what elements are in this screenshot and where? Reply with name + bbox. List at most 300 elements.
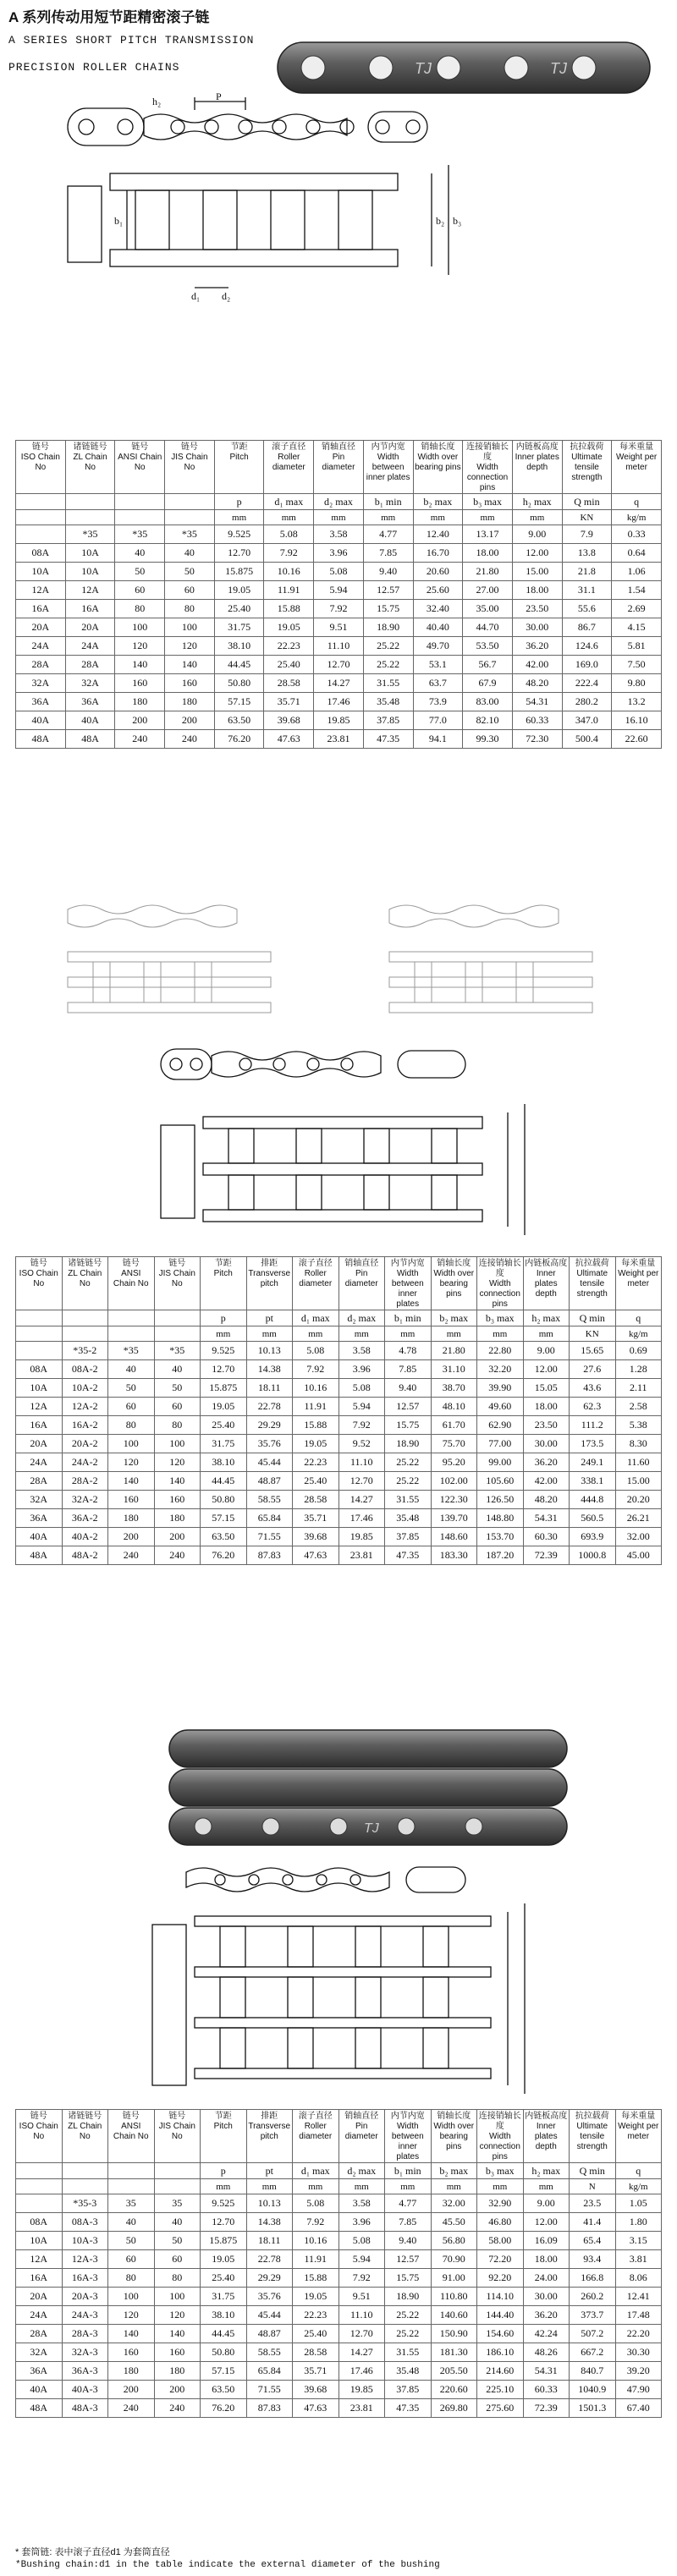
- table-cell: 35.48: [385, 2362, 432, 2381]
- table-cell: 76.20: [201, 1546, 247, 1565]
- table-cell: 180: [154, 1509, 201, 1528]
- table-cell: 32A: [65, 674, 115, 693]
- table-cell: *35: [115, 525, 165, 544]
- table-cell: 7.9: [562, 525, 612, 544]
- table-cell: 67.9: [463, 674, 513, 693]
- table-cell: 50.80: [214, 674, 264, 693]
- col-header: 链号 ANSI Chain No: [108, 2110, 155, 2163]
- table-cell: 16A: [16, 600, 66, 618]
- table-cell: 12.41: [615, 2288, 662, 2306]
- table-cell: 32.40: [413, 600, 463, 618]
- table-cell: 57.15: [201, 2362, 247, 2381]
- table-row: [16, 674, 662, 693]
- table-cell: 1040.9: [570, 2381, 616, 2399]
- table-cell: 3.96: [314, 544, 364, 563]
- table-cell: 94.1: [413, 730, 463, 749]
- table-cell: 240: [108, 1546, 155, 1565]
- table-cell: 14.38: [246, 1360, 293, 1379]
- table-cell: 160: [108, 1491, 155, 1509]
- table-row: [16, 2232, 662, 2250]
- table-cell: 37.85: [363, 711, 413, 730]
- table-cell: 87.83: [246, 2399, 293, 2418]
- table-cell: 56.80: [431, 2232, 477, 2250]
- table-cell: 31.1: [562, 581, 612, 600]
- table-cell: 40A-3: [62, 2381, 108, 2399]
- table-cell: 23.81: [338, 2399, 385, 2418]
- table-cell: *35-2: [62, 1342, 108, 1360]
- table-cell: 22.60: [612, 730, 662, 749]
- table-cell: 47.63: [264, 730, 314, 749]
- table-cell: 19.05: [201, 1398, 247, 1416]
- table-cell: 24A-2: [62, 1453, 108, 1472]
- table-cell: 3.58: [338, 1342, 385, 1360]
- table-cell: 5.08: [293, 2194, 339, 2213]
- table-cell: 21.80: [463, 563, 513, 581]
- table-cell: 140: [165, 656, 215, 674]
- table-cell: 56.7: [463, 656, 513, 674]
- table-cell: 35: [108, 2194, 155, 2213]
- table-cell: 28A-3: [62, 2325, 108, 2343]
- table-cell: 40A: [65, 711, 115, 730]
- table-cell: 150.90: [431, 2325, 477, 2343]
- table-cell: 25.40: [201, 2269, 247, 2288]
- table-cell: 42.24: [523, 2325, 570, 2343]
- table-cell: 4.15: [612, 618, 662, 637]
- table-cell: 80: [108, 1416, 155, 1435]
- table-cell: 160: [165, 674, 215, 693]
- col-header: 连接销轴长度 Width connection pins: [463, 441, 513, 494]
- table-cell: 18.90: [385, 2288, 432, 2306]
- col-header: 抗拉载荷 Ultimate tensile strength: [562, 441, 612, 494]
- table-cell: 25.22: [385, 2306, 432, 2325]
- table-cell: 44.70: [463, 618, 513, 637]
- table-cell: 18.00: [523, 2250, 570, 2269]
- table-cell: 15.875: [201, 1379, 247, 1398]
- table-cell: 20A: [65, 618, 115, 637]
- single-chain-spec-table: [15, 440, 662, 749]
- col-header: 销轴直径 Pin diameter: [314, 441, 364, 494]
- table-cell: 15.88: [293, 2269, 339, 2288]
- col-header: 抗拉载荷 Ultimate tensile strength: [570, 1257, 616, 1310]
- label-d2: d₂: [222, 290, 231, 302]
- table-cell: 120: [108, 2306, 155, 2325]
- table-cell: 180: [115, 693, 165, 711]
- table-cell: 25.22: [385, 2325, 432, 2343]
- table-cell: 47.35: [363, 730, 413, 749]
- table-row: [16, 2381, 662, 2399]
- table-cell: *35: [154, 1342, 201, 1360]
- page-subtitle-line-1: A SERIES SHORT PITCH TRANSMISSION: [8, 34, 255, 47]
- table-cell: 31.55: [385, 2343, 432, 2362]
- table-cell: 8.30: [615, 1435, 662, 1453]
- table-cell: 22.23: [293, 2306, 339, 2325]
- table-cell: 160: [154, 1491, 201, 1509]
- table-cell: 180: [165, 693, 215, 711]
- table-cell: 23.81: [338, 1546, 385, 1565]
- table-cell: 15.875: [214, 563, 264, 581]
- page-title: A 系列传动用短节距精密滚子链: [8, 9, 210, 25]
- table-cell: 444.8: [570, 1491, 616, 1509]
- symbol-row: p pt d₁ max d₂ max b₁ min b₂ max b₃ max h₂ max Q min q: [16, 2163, 662, 2179]
- table-row: [16, 525, 662, 544]
- table-cell: 28A: [16, 656, 66, 674]
- table-cell: 12.70: [201, 2213, 247, 2232]
- table-cell: 47.35: [385, 2399, 432, 2418]
- table-cell: 100: [154, 2288, 201, 2306]
- table-cell: 48A-3: [62, 2399, 108, 2418]
- table-cell: 44.45: [214, 656, 264, 674]
- table-cell: 16.10: [612, 711, 662, 730]
- table-cell: 40: [108, 2213, 155, 2232]
- table-cell: 10.16: [293, 1379, 339, 1398]
- table-row: [16, 1342, 662, 1360]
- table-cell: 21.80: [431, 1342, 477, 1360]
- table-cell: 46.80: [477, 2213, 524, 2232]
- table-row: [16, 2306, 662, 2325]
- table-cell: 200: [108, 2381, 155, 2399]
- table-cell: 160: [154, 2343, 201, 2362]
- table-cell: 10A-2: [62, 1379, 108, 1398]
- table-cell: 23.50: [512, 600, 562, 618]
- table-cell: 44.45: [201, 2325, 247, 2343]
- table-cell: 19.85: [314, 711, 364, 730]
- table-cell: 214.60: [477, 2362, 524, 2381]
- table-cell: 11.60: [615, 1453, 662, 1472]
- table-cell: 5.08: [338, 1379, 385, 1398]
- table-cell: 12A: [65, 581, 115, 600]
- table-cell: 9.525: [201, 1342, 247, 1360]
- table-cell: 47.63: [293, 1546, 339, 1565]
- table-cell: 25.40: [214, 600, 264, 618]
- table-cell: 280.2: [562, 693, 612, 711]
- table-cell: 153.70: [477, 1528, 524, 1546]
- table-cell: 40.40: [413, 618, 463, 637]
- table-cell: 73.9: [413, 693, 463, 711]
- table-cell: 10.13: [246, 1342, 293, 1360]
- table-cell: 36A-2: [62, 1509, 108, 1528]
- table-cell: 25.22: [385, 1453, 432, 1472]
- table-cell: 180: [108, 1509, 155, 1528]
- table-cell: 3.81: [615, 2250, 662, 2269]
- table-cell: 35.71: [293, 1509, 339, 1528]
- table-cell: 48.20: [523, 1491, 570, 1509]
- table-cell: 12A-2: [62, 1398, 108, 1416]
- table-cell: [16, 525, 66, 544]
- double-chain-technical-drawing: [135, 1032, 643, 1252]
- table-cell: 15.65: [570, 1342, 616, 1360]
- table-cell: 160: [108, 2343, 155, 2362]
- table-cell: 14.38: [246, 2213, 293, 2232]
- table-cell: 240: [154, 2399, 201, 2418]
- table-cell: 28A: [16, 2325, 63, 2343]
- table-cell: *35: [65, 525, 115, 544]
- table-cell: 08A-3: [62, 2213, 108, 2232]
- table-cell: 36A: [16, 2362, 63, 2381]
- table-cell: 28.58: [293, 1491, 339, 1509]
- table-cell: 18.00: [512, 581, 562, 600]
- table-cell: 16A-3: [62, 2269, 108, 2288]
- table-cell: 48.20: [512, 674, 562, 693]
- table-row: [16, 2288, 662, 2306]
- table-cell: 37.85: [385, 1528, 432, 1546]
- table-cell: 32.00: [615, 1528, 662, 1546]
- table-cell: 28A: [16, 1472, 63, 1491]
- table-cell: 27.00: [463, 581, 513, 600]
- table-cell: 12.57: [385, 1398, 432, 1416]
- table-cell: 16A: [65, 600, 115, 618]
- table-cell: 24A: [16, 637, 66, 656]
- table-cell: 48A: [65, 730, 115, 749]
- table-cell: 29.29: [246, 1416, 293, 1435]
- table-cell: 25.60: [413, 581, 463, 600]
- table-cell: 24.00: [523, 2269, 570, 2288]
- table-cell: 0.33: [612, 525, 662, 544]
- table-cell: 16.09: [523, 2232, 570, 2250]
- table-cell: 100: [108, 1435, 155, 1453]
- table-cell: 48A: [16, 730, 66, 749]
- label-d1: d₁: [191, 290, 201, 302]
- table-cell: 25.40: [293, 1472, 339, 1491]
- table-cell: 36.20: [512, 637, 562, 656]
- col-header: 连接销轴长度 Width connection pins: [477, 1257, 524, 1310]
- table-cell: 47.63: [293, 2399, 339, 2418]
- double-chain-spec-table: [15, 1256, 662, 1565]
- table-cell: 10.13: [246, 2194, 293, 2213]
- table-cell: 240: [165, 730, 215, 749]
- table-cell: 16.70: [413, 544, 463, 563]
- table-cell: 187.20: [477, 1546, 524, 1565]
- table-cell: 7.85: [385, 2213, 432, 2232]
- table-row: [16, 693, 662, 711]
- table-cell: 12.70: [338, 1472, 385, 1491]
- table-cell: 50: [108, 1379, 155, 1398]
- table-cell: 9.40: [363, 563, 413, 581]
- table-cell: 1000.8: [570, 1546, 616, 1565]
- table-cell: 120: [154, 2306, 201, 2325]
- unit-row: mm mm mm mm mm mm mm mm N kg/m: [16, 2179, 662, 2194]
- table-cell: 15.875: [201, 2232, 247, 2250]
- table-cell: 140: [108, 2325, 155, 2343]
- table-cell: 5.81: [612, 637, 662, 656]
- table-cell: 24A: [16, 1453, 63, 1472]
- table-cell: 23.5: [570, 2194, 616, 2213]
- table-cell: 19.05: [293, 1435, 339, 1453]
- table-cell: 124.6: [562, 637, 612, 656]
- table-cell: 40A: [16, 2381, 63, 2399]
- table-cell: 38.10: [201, 1453, 247, 1472]
- table-cell: 7.92: [338, 1416, 385, 1435]
- table-cell: 11.91: [293, 1398, 339, 1416]
- table-cell: 48.26: [523, 2343, 570, 2362]
- table-cell: 40A-2: [62, 1528, 108, 1546]
- table-cell: 45.50: [431, 2213, 477, 2232]
- col-header: 排距 Transverse pitch: [246, 2110, 293, 2163]
- double-chain-small-drawing-right: [372, 893, 626, 1019]
- table-cell: 77.0: [413, 711, 463, 730]
- triple-chain-technical-drawing: [135, 1857, 643, 2106]
- table-cell: 29.29: [246, 2269, 293, 2288]
- table-cell: 60: [115, 581, 165, 600]
- table-cell: 25.22: [363, 656, 413, 674]
- table-cell: 80: [115, 600, 165, 618]
- table-cell: 15.75: [385, 1416, 432, 1435]
- table-cell: 1.28: [615, 1360, 662, 1379]
- table-cell: 120: [154, 1453, 201, 1472]
- table-cell: 30.00: [523, 1435, 570, 1453]
- table-cell: 60: [154, 1398, 201, 1416]
- table-cell: 60: [165, 581, 215, 600]
- label-pitch: P: [216, 93, 222, 102]
- table-row: [16, 2194, 662, 2213]
- table-cell: 18.11: [246, 2232, 293, 2250]
- table-cell: 13.8: [562, 544, 612, 563]
- table-row: [16, 1398, 662, 1416]
- table-cell: 36A: [16, 693, 66, 711]
- table-cell: 240: [154, 1546, 201, 1565]
- table-cell: 7.50: [612, 656, 662, 674]
- table-cell: 12.00: [523, 1360, 570, 1379]
- table-cell: 9.40: [385, 1379, 432, 1398]
- table-cell: 200: [115, 711, 165, 730]
- table-cell: 373.7: [570, 2306, 616, 2325]
- table-cell: 32.90: [477, 2194, 524, 2213]
- table-cell: 72.20: [477, 2250, 524, 2269]
- table-cell: 50.80: [201, 2343, 247, 2362]
- table-cell: 32A: [16, 2343, 63, 2362]
- table-cell: 40: [165, 544, 215, 563]
- label-b2: b₂: [436, 215, 445, 227]
- table-cell: 18.90: [363, 618, 413, 637]
- table-cell: 181.30: [431, 2343, 477, 2362]
- table-cell: 27.6: [570, 1360, 616, 1379]
- table-cell: 63.50: [201, 2381, 247, 2399]
- table-cell: 45.44: [246, 2306, 293, 2325]
- table-cell: 32.00: [431, 2194, 477, 2213]
- table-cell: 100: [108, 2288, 155, 2306]
- table-cell: 19.05: [201, 2250, 247, 2269]
- table-cell: 50.80: [201, 1491, 247, 1509]
- table-cell: 840.7: [570, 2362, 616, 2381]
- single-chain-technical-drawing: [34, 93, 660, 305]
- table-cell: 41.4: [570, 2213, 616, 2232]
- table-cell: 140: [108, 1472, 155, 1491]
- table-cell: 0.69: [615, 1342, 662, 1360]
- label-h2: h₂: [152, 96, 162, 107]
- table-cell: *35: [108, 1342, 155, 1360]
- table-cell: 35.71: [293, 2362, 339, 2381]
- table-cell: 25.22: [363, 637, 413, 656]
- col-header: 节距 Pitch: [201, 2110, 247, 2163]
- col-header: 诸链链号 ZL Chain No: [65, 441, 115, 494]
- table-cell: 200: [154, 2381, 201, 2399]
- table-cell: 4.77: [363, 525, 413, 544]
- table-row: [16, 1528, 662, 1546]
- table-cell: 1.05: [615, 2194, 662, 2213]
- table-row: [16, 1360, 662, 1379]
- table-cell: 9.525: [214, 525, 264, 544]
- photo-stamp-1: TJ: [415, 60, 432, 77]
- table-cell: 114.10: [477, 2288, 524, 2306]
- table-cell: 15.75: [385, 2269, 432, 2288]
- table-cell: 95.20: [431, 1453, 477, 1472]
- table-cell: 19.05: [214, 581, 264, 600]
- table-cell: 200: [165, 711, 215, 730]
- table-cell: *35: [165, 525, 215, 544]
- table-cell: 15.00: [615, 1472, 662, 1491]
- table-cell: 92.20: [477, 2269, 524, 2288]
- table-cell: 42.00: [512, 656, 562, 674]
- table-cell: 5.08: [293, 1342, 339, 1360]
- table-cell: 30.30: [615, 2343, 662, 2362]
- table-cell: 58.55: [246, 1491, 293, 1509]
- table-cell: 49.70: [413, 637, 463, 656]
- table-cell: 5.94: [314, 581, 364, 600]
- table-cell: 72.39: [523, 1546, 570, 1565]
- table-cell: 17.46: [338, 2362, 385, 2381]
- table-cell: 28.58: [293, 2343, 339, 2362]
- table-cell: 30.00: [523, 2288, 570, 2306]
- table-cell: 61.70: [431, 1416, 477, 1435]
- table-cell: 111.2: [570, 1416, 616, 1435]
- table-row: [16, 711, 662, 730]
- table-cell: 249.1: [570, 1453, 616, 1472]
- table-cell: 11.10: [314, 637, 364, 656]
- col-header: 滚子直径 Roller diameter: [264, 441, 314, 494]
- table-cell: 560.5: [570, 1509, 616, 1528]
- table-cell: 0.64: [612, 544, 662, 563]
- table-cell: 48.10: [431, 1398, 477, 1416]
- table-cell: 12.00: [523, 2213, 570, 2232]
- table-cell: 32A-2: [62, 1491, 108, 1509]
- table-cell: 148.60: [431, 1528, 477, 1546]
- table-cell: 22.80: [477, 1342, 524, 1360]
- table-cell: 20.60: [413, 563, 463, 581]
- table-cell: 40: [115, 544, 165, 563]
- col-header: 销轴长度 Width over bearing pins: [431, 1257, 477, 1310]
- col-header: 销轴直径 Pin diameter: [338, 2110, 385, 2163]
- symbol-row: p d₁ max d₂ max b₁ min b₂ max b₃ max h₂ max Q min q: [16, 494, 662, 510]
- table-cell: 12.70: [201, 1360, 247, 1379]
- table-cell: 35.00: [463, 600, 513, 618]
- table-cell: 57.15: [214, 693, 264, 711]
- table-cell: 57.15: [201, 1509, 247, 1528]
- table-cell: 120: [165, 637, 215, 656]
- col-header: 链号 ISO Chain No: [16, 2110, 63, 2163]
- table-row: [16, 2399, 662, 2418]
- table-cell: 60.33: [523, 2381, 570, 2399]
- table-cell: 18.00: [463, 544, 513, 563]
- table-cell: 122.30: [431, 1491, 477, 1509]
- label-b1: b₁: [114, 215, 124, 227]
- table-cell: 12A: [16, 581, 66, 600]
- table-cell: 76.20: [201, 2399, 247, 2418]
- table-row: [16, 618, 662, 637]
- table-cell: 60: [154, 2250, 201, 2269]
- table-cell: 39.90: [477, 1379, 524, 1398]
- table-cell: 4.77: [385, 2194, 432, 2213]
- table-cell: 16A: [16, 1416, 63, 1435]
- table-cell: 08A-2: [62, 1360, 108, 1379]
- table-cell: 38.70: [431, 1379, 477, 1398]
- table-cell: 5.08: [314, 563, 364, 581]
- table-cell: 183.30: [431, 1546, 477, 1565]
- table-cell: 667.2: [570, 2343, 616, 2362]
- table-cell: 12.70: [338, 2325, 385, 2343]
- table-cell: 12.57: [363, 581, 413, 600]
- col-header: 链号 ISO Chain No: [16, 441, 66, 494]
- table-cell: 7.92: [293, 2213, 339, 2232]
- table-cell: 5.38: [615, 1416, 662, 1435]
